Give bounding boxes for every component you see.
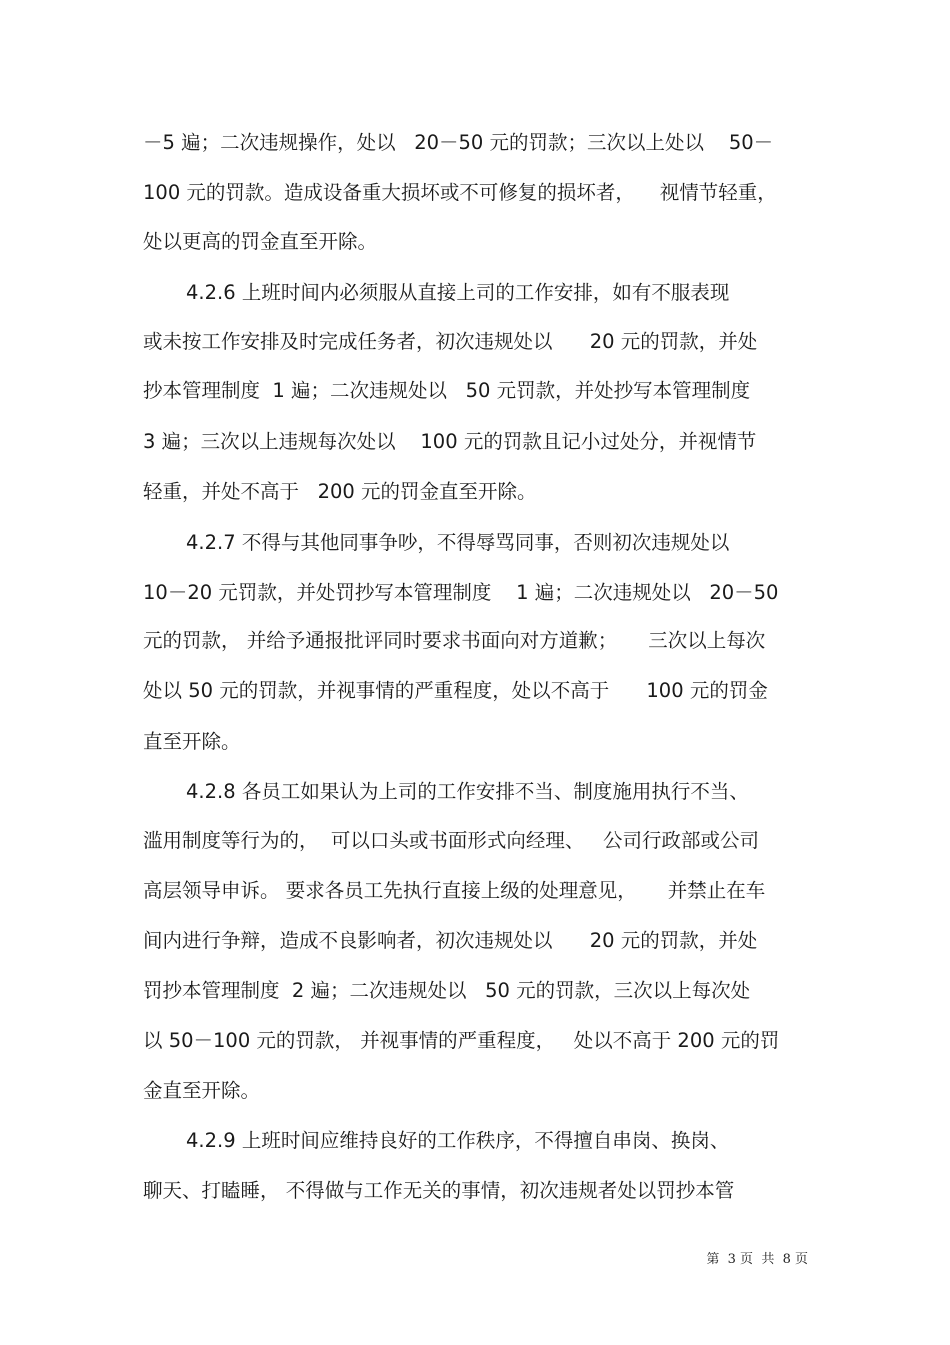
text-line: 高层领导申诉。 要求各员工先执行直接上级的处理意见， 并禁止在车 [143, 879, 766, 902]
text-line: 滥用制度等行为的， 可以口头或书面形式向经理、 公司行政部或公司 [143, 829, 759, 852]
paragraph-4-2-7-first-line: 4.2.7 不得与其他同事争吵，不得辱骂同事，否则初次违规处以 [186, 531, 730, 554]
text-line: 处以 50 元的罚款，并视事情的严重程度，处以不高于 100 元的罚金 [143, 679, 768, 702]
text-line: 抄本管理制度 1 遍；二次违规处以 50 元罚款，并处抄写本管理制度 [143, 379, 751, 402]
text-line: 100 元的罚款。造成设备重大损坏或不可修复的损坏者， 视情节轻重， [143, 181, 777, 204]
text-line: 间内进行争辩，造成不良影响者，初次违规处以 20 元的罚款，并处 [143, 929, 758, 952]
text-line: 罚抄本管理制度 2 遍；二次违规处以 50 元的罚款，三次以上每次处 [143, 979, 751, 1002]
text-line: 轻重，并处不高于 200 元的罚金直至开除。 [143, 480, 537, 503]
text-line: 金直至开除。 [143, 1079, 261, 1102]
paragraph-4-2-6-first-line: 4.2.6 上班时间内必须服从直接上司的工作安排，如有不服表现 [186, 281, 730, 304]
text-line: 处以更高的罚金直至开除。 [143, 230, 378, 253]
text-line: 或未按工作安排及时完成任务者，初次违规处以 20 元的罚款，并处 [143, 330, 758, 353]
text-line: 10－20 元罚款，并处罚抄写本管理制度 1 遍；二次违规处以 20－50 [143, 581, 779, 604]
text-line: 直至开除。 [143, 730, 241, 753]
text-line: 聊天、打瞌睡， 不得做与工作无关的事情，初次违规者处以罚抄本管 [143, 1179, 735, 1202]
text-line: 以 50－100 元的罚款， 并视事情的严重程度， 处以不高于 200 元的罚 [143, 1029, 780, 1052]
paragraph-4-2-9-first-line: 4.2.9 上班时间应维持良好的工作秩序，不得擅自串岗、换岗、 [186, 1129, 730, 1152]
text-line: －5 遍；二次违规操作，处以 20－50 元的罚款；三次以上处以 50－ [143, 131, 774, 154]
text-line: 3 遍；三次以上违规每次处以 100 元的罚款且记小过处分，并视情节 [143, 430, 757, 453]
page-number-footer: 第 3 页 共 8 页 [706, 1252, 808, 1267]
paragraph-4-2-8-first-line: 4.2.8 各员工如果认为上司的工作安排不当、制度施用执行不当、 [186, 780, 749, 803]
text-line: 元的罚款， 并给予通报批评同时要求书面向对方道歉； 三次以上每次 [143, 629, 766, 652]
